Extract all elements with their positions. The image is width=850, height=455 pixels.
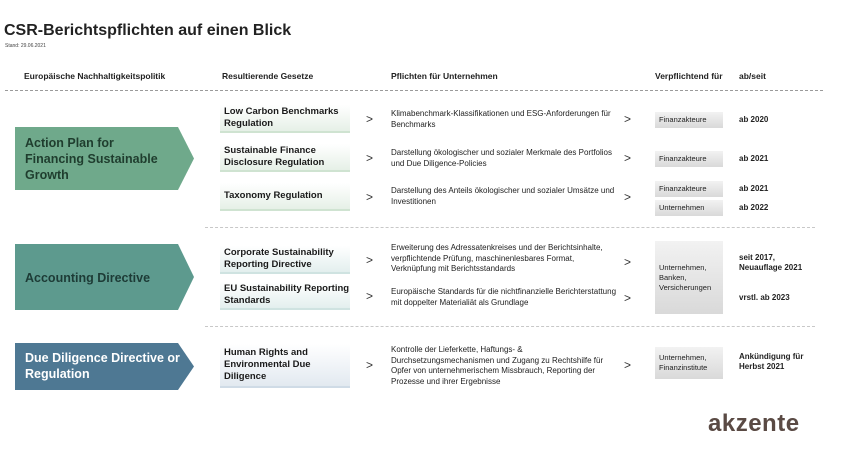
obliged-badge: Unternehmen, Banken, Versicherungen [655,241,723,314]
chevron-icon: > [366,112,374,126]
policy-label: Due Diligence Directive or Regulation [25,351,180,381]
chevron-icon: > [624,255,632,269]
col-header-since: ab/seit [739,71,766,81]
since-label: ab 2022 [739,203,769,212]
obliged-badge: Unternehmen, Finanzinstitute [655,347,723,379]
law-esrs: EU Sustainability Reporting Standards [220,282,350,310]
chevron-icon: > [366,289,374,303]
policy-arrow-due-diligence [15,343,195,390]
since-label: ab 2021 [739,154,769,163]
duty-esrs: Europäische Standards für die nichtfinanzielle Berichterstattung mit doppelter Materialiät als Grundlage [391,287,617,307]
obliged-badge: Finanzakteure [655,112,723,128]
duty-low-carbon: Klimabenchmark-Klassifikationen und ESG-Anforderungen für Benchmarks [391,109,611,129]
policy-label: Action Plan for Financing Sustainable Growth [25,136,158,182]
since-label: seit 2017, Neuauflage 2021 [739,253,803,272]
law-csrd: Corporate Sustainability Reporting Directive [220,246,350,274]
policy-label: Accounting Directive [25,271,151,285]
chevron-icon: > [366,253,374,267]
col-header-policy: Europäische Nachhaltigkeitspolitik [24,71,166,81]
stand-date: Stand: 29.06.2021 [5,43,46,49]
law-low-carbon: Low Carbon Benchmarks Regulation [220,105,350,133]
law-taxonomy: Taxonomy Regulation [220,183,350,211]
obliged-badge: Finanzakteure [655,151,723,167]
page-title: CSR-Berichtspflichten auf einen Blick [4,22,292,39]
chevron-icon: > [366,190,374,204]
group-separator [205,227,815,228]
obliged-badge: Unternehmen [655,200,723,216]
akzente-logo: akzente [708,410,800,437]
header-separator [5,90,823,91]
obliged-badge: Finanzakteure [655,181,723,197]
policy-arrow-accounting [15,244,195,310]
chevron-icon: > [624,151,632,165]
group-separator [205,326,815,327]
since-label: vrstl. ab 2023 [739,293,790,302]
duty-sfdr: Darstellung ökologischer und sozialer Merkmale des Portfolios und Due Diligence-Policies [391,148,612,168]
law-hredd: Human Rights and Environmental Due Diligence [220,344,350,388]
col-header-laws: Resultierende Gesetze [222,71,314,81]
chevron-icon: > [366,358,374,372]
chevron-icon: > [624,112,632,126]
duty-taxonomy: Darstellung des Anteils ökologischer und sozialer Umsätze und Investitionen [391,186,615,206]
since-label: Ankündigung für Herbst 2021 [739,352,804,371]
duty-csrd: Erweiterung des Adressatenkreises und der Berichtsinhalte, verpflichtende Prüfung, maschinenlesbares Format, Verknüpfung mit Berichtsstandards [391,243,603,273]
law-sfdr: Sustainable Finance Disclosure Regulation [220,144,350,172]
chevron-icon: > [366,151,374,165]
since-label: ab 2021 [739,184,769,193]
chevron-icon: > [624,358,632,372]
chevron-icon: > [624,190,632,204]
chevron-icon: > [624,291,632,305]
col-header-duties: Pflichten für Unternehmen [391,71,498,81]
col-header-obliged: Verpflichtend für [655,71,723,81]
duty-hredd: Kontrolle der Lieferkette, Haftungs- & Durchsetzungsmechanismen und Zugang zu Rechtshilfe für Opfer von unternehmerischem Missbrauch, Reporting der Prozesse und ihrer Ergebnisse [391,345,604,386]
policy-arrow-action-plan [15,127,195,190]
since-label: ab 2020 [739,115,769,124]
